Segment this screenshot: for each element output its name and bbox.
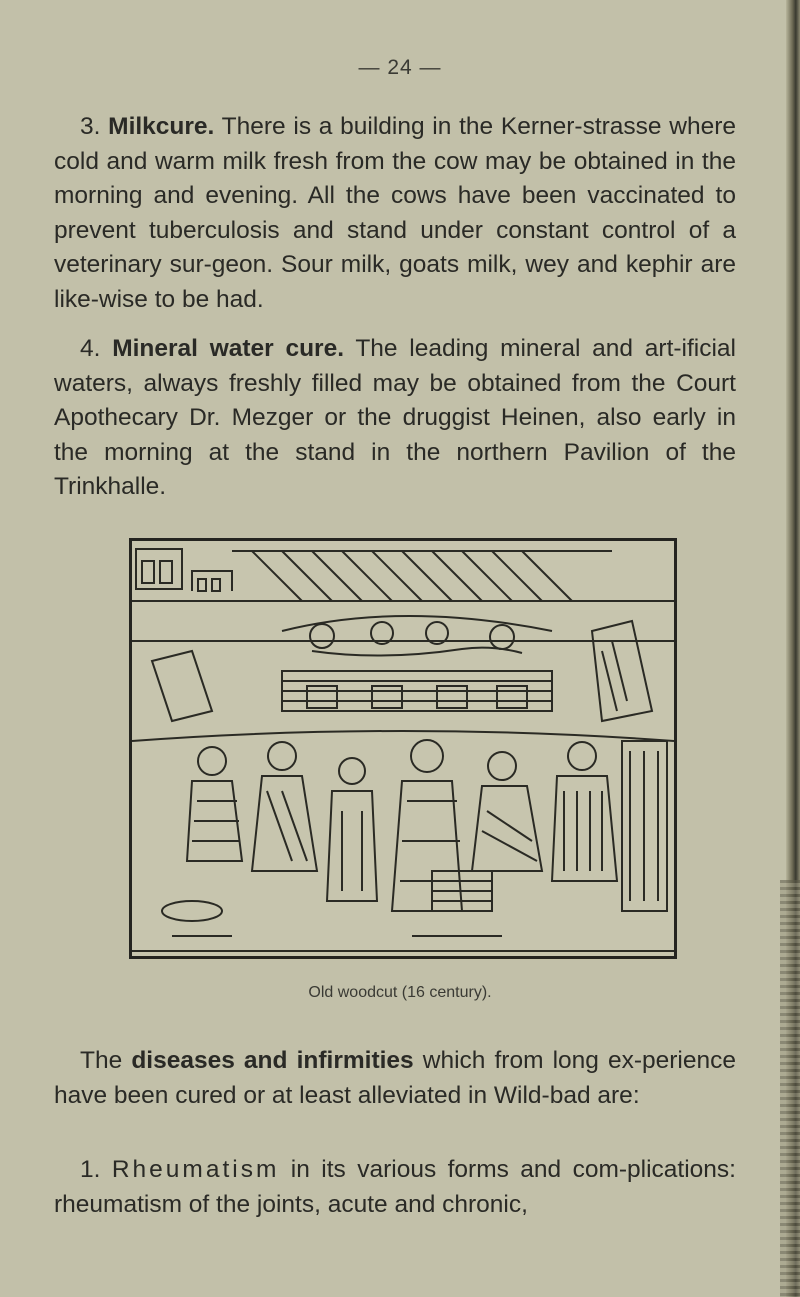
mineral-water-body: The leading mineral and art-ificial waters, always freshly filled may be obtained from the Court Apothecary Dr. Mezger or the druggist Heinen, also early in the morning at the stand in the northern Pavilion of the Trinkhalle. <box>54 335 736 500</box>
page-edge-shading <box>780 880 800 1297</box>
milkcure-number: 3. <box>80 113 109 140</box>
milkcure-heading: Milkcure. <box>108 113 215 140</box>
diseases-intro-end: which from long ex-perience have been cured or at least alleviated in Wild-bad are: <box>54 1047 737 1109</box>
milkcure-paragraph <box>54 110 736 317</box>
woodcut-bath-scene <box>132 541 674 956</box>
rheumatism-paragraph <box>54 1153 736 1222</box>
diseases-emphasis: diseases and infirmities <box>131 1047 414 1074</box>
mineral-water-paragraph <box>54 332 736 505</box>
mineral-water-section <box>54 332 736 505</box>
diseases-section <box>54 1044 736 1113</box>
diseases-intro-start: The <box>80 1047 132 1074</box>
figure-caption: Old woodcut (16 century). <box>308 984 492 1001</box>
rheumatism-heading: Rheumatism <box>111 1156 280 1183</box>
rheumatism-section <box>54 1153 736 1222</box>
mineral-water-number: 4. <box>80 335 113 362</box>
mineral-water-heading: Mineral water cure. <box>112 335 345 362</box>
woodcut-illustration <box>129 538 677 959</box>
rheumatism-number: 1. <box>80 1156 112 1183</box>
diseases-paragraph <box>54 1044 736 1113</box>
milkcure-body: There is a building in the Kerner-strasse where cold and warm milk fresh from the cow may be obtained in the morning and evening. All the cows have been vaccinated to prevent tuberculosis and stand under constant control of a veterinary sur-geon. Sour milk, goats milk, wey and kephir are like-wise to be had. <box>54 113 736 313</box>
rheumatism-body: in its various forms and com-plications: rheumatism of the joints, acute and chronic, <box>54 1156 736 1218</box>
milkcure-section <box>54 110 736 317</box>
page-number: — 24 — <box>358 56 442 79</box>
